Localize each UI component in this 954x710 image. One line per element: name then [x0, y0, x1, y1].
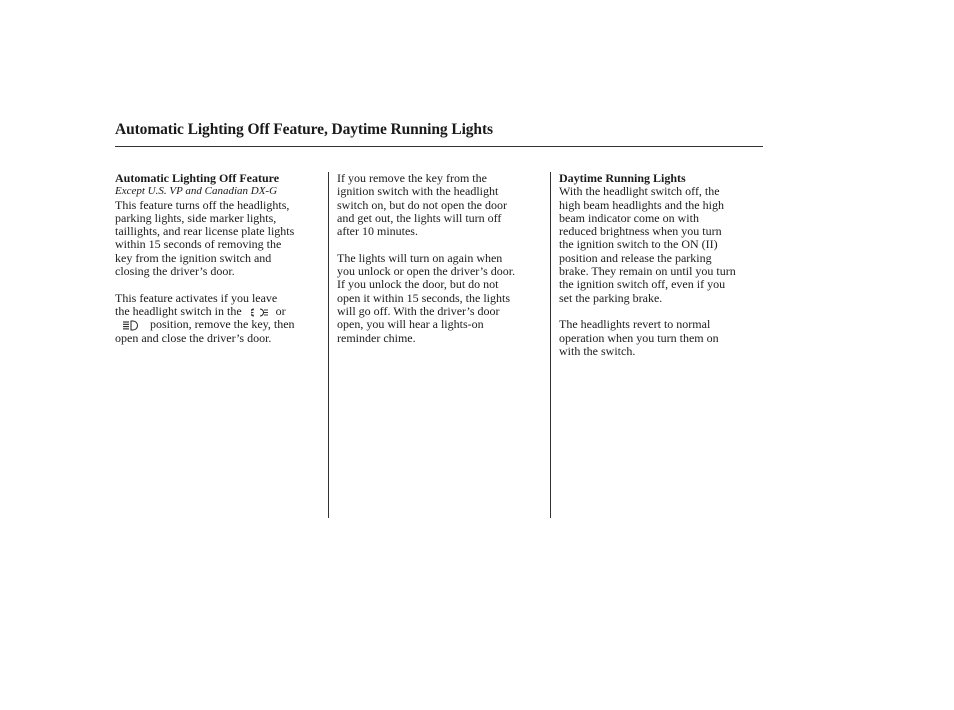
text-line: ignition switch with the headlight	[337, 184, 499, 199]
text-line: The headlights revert to normal	[559, 317, 711, 332]
model-applicability-note: Except U.S. VP and Canadian DX-G	[115, 185, 278, 198]
column-daytime-running-lights	[559, 172, 765, 358]
text-line: The lights will turn on again when	[337, 250, 503, 265]
column-auto-lighting-off	[115, 172, 323, 345]
headlight-icon	[123, 320, 139, 331]
text-line: switch on, but do not open the door	[337, 197, 507, 212]
paragraph-drl-description	[559, 185, 765, 305]
column-divider-2	[550, 172, 551, 518]
text-line: This feature activates if you leave	[115, 290, 278, 305]
column-lights-timer	[337, 172, 543, 345]
text-line: key from the ignition switch and	[115, 250, 272, 265]
text-segment: the headlight switch in the	[115, 303, 242, 318]
text-line: open it within 15 seconds, the lights	[337, 290, 510, 305]
text-line: open and close the driver’s door.	[115, 330, 272, 345]
parking-lights-icon	[251, 307, 269, 318]
text-line: If you unlock the door, but do not	[337, 277, 499, 292]
text-line: after 10 minutes.	[337, 224, 418, 239]
text-segment: position, remove the key, then	[150, 317, 295, 332]
text-line: high beam headlights and the high	[559, 197, 724, 212]
text-line: brake. They remain on until you turn	[559, 264, 736, 279]
text-line: you unlock or open the driver’s door.	[337, 264, 516, 279]
text-line: parking lights, side marker lights,	[115, 210, 277, 225]
text-line: with the switch.	[559, 343, 636, 358]
text-line: will go off. With the driver’s door	[337, 303, 500, 318]
text-line: open, you will hear a lights-on	[337, 317, 484, 332]
page-title: Automatic Lighting Off Feature, Daytime Running Lights	[115, 121, 493, 138]
text-line: within 15 seconds of removing the	[115, 237, 282, 252]
text-line: If you remove the key from the	[337, 171, 487, 185]
text-line: With the headlight switch off, the	[559, 184, 720, 199]
text-line: beam indicator come on with	[559, 210, 699, 225]
section-heading-daytime-running-lights: Daytime Running Lights	[559, 171, 686, 185]
text-line-with-icon	[115, 318, 323, 331]
paragraph-lights-turn-on-again	[337, 252, 543, 345]
text-line: operation when you turn them on	[559, 330, 719, 345]
text-line: set the parking brake.	[559, 290, 663, 305]
paragraph-auto-off-description	[115, 199, 323, 279]
paragraph-auto-off-activation	[115, 292, 323, 345]
text-line: This feature turns off the headlights,	[115, 197, 290, 212]
text-line-with-icon	[115, 305, 323, 318]
section-heading-auto-lighting-off: Automatic Lighting Off Feature	[115, 171, 280, 185]
title-divider	[115, 146, 763, 147]
paragraph-drl-revert	[559, 318, 765, 358]
text-line: closing the driver’s door.	[115, 264, 235, 279]
text-line: the ignition switch to the ON (II)	[559, 237, 718, 252]
text-line: position and release the parking	[559, 250, 712, 265]
paragraph-ten-minute-off	[337, 172, 543, 238]
text-line: the ignition switch off, even if you	[559, 277, 726, 292]
text-line: reduced brightness when you turn	[559, 224, 722, 239]
text-segment: or	[275, 303, 286, 318]
text-line: reminder chime.	[337, 330, 416, 345]
text-line: and get out, the lights will turn off	[337, 210, 502, 225]
column-divider-1	[328, 172, 329, 518]
text-line: taillights, and rear license plate lights	[115, 224, 295, 239]
